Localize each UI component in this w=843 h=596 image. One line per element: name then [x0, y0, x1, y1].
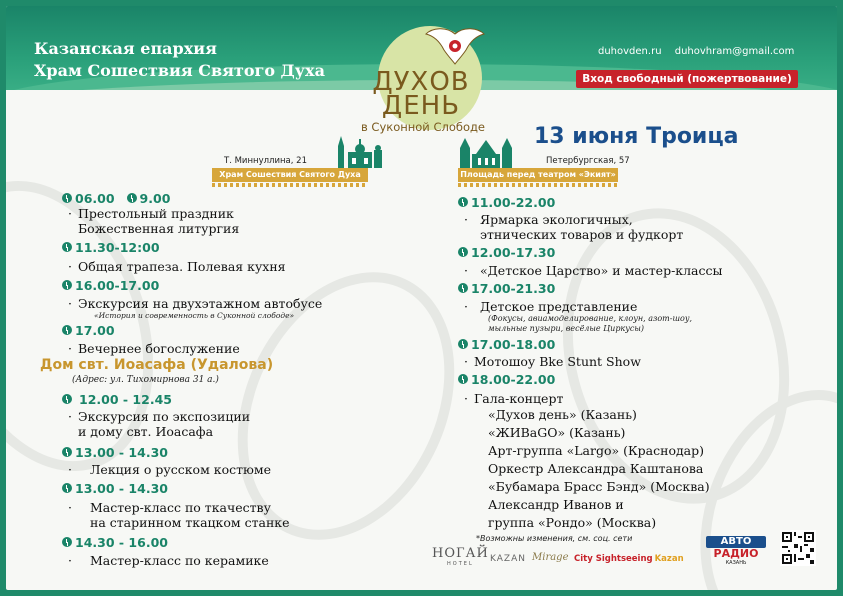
website-link[interactable]: duhovden.ru: [598, 46, 662, 57]
event-line: · Вечернее богослужение: [68, 341, 240, 356]
time-label: 12.00-17.30: [471, 244, 556, 260]
email-link[interactable]: duhovhram@gmail.com: [674, 46, 795, 57]
event-line: на старинном ткацком станке: [90, 515, 290, 530]
organizer: [34, 38, 325, 82]
clock-icon: [458, 197, 468, 207]
clock-icon: [62, 537, 72, 547]
event-note: мыльные пузыри, весёлые Циркусы): [488, 324, 644, 333]
right-schedule: [458, 194, 788, 532]
event-note: (Фокусы, авиамоделирование, клоун, азот-шоу,: [488, 314, 693, 323]
clock-icon: [458, 339, 468, 349]
clock-icon: [458, 374, 468, 384]
event-line: · Экскурсия по экспозиции: [68, 409, 251, 424]
logo-title: [346, 67, 496, 121]
right-location-banner: Площадь перед театром «Экият»: [458, 168, 618, 182]
venue-address: (Адрес: ул. Тихомирнова 31 а.): [72, 375, 219, 385]
time-slot: [458, 244, 788, 260]
clock-icon: [62, 447, 72, 457]
performer: Арт-группа «Largo» (Краснодар): [488, 443, 705, 458]
time-slot: [62, 480, 362, 496]
time-slot: [458, 194, 788, 210]
event-date: 13 июня Троица: [534, 124, 739, 149]
event-note: «История и современность в Суконной слободе»: [94, 311, 295, 320]
performer: «Бубамара Брасс Бэнд» (Москва): [488, 479, 710, 494]
time-slot: [458, 336, 788, 352]
time-label: 17.00-21.30: [471, 280, 556, 296]
sponsor-avtoradio-logo: АВТО РАДИО КАЗАНЬ: [706, 536, 766, 566]
clock-icon: [62, 280, 72, 290]
clock-icon: [62, 325, 72, 335]
time-slot: [62, 322, 362, 338]
logo-subtitle: в Суконной Слободе: [360, 120, 486, 134]
footnote: *Возможны изменения, см. соц. сети: [476, 534, 633, 543]
performer: Александр Иванов и: [488, 497, 624, 512]
clock-icon: [458, 247, 468, 257]
venue-title: Дом свт. Иоасафа (Удалова): [40, 357, 274, 373]
time-slot: [62, 239, 362, 255]
performer: Оркестр Александра Каштанова: [488, 461, 704, 476]
event-line: · Экскурсия на двухэтажном автобусе: [68, 296, 323, 311]
theater-icon: [458, 136, 514, 170]
logo-title-line-1: ДУХОВ: [372, 67, 470, 97]
logo-title-line-2: ДЕНЬ: [381, 91, 461, 121]
org-line-2: Храм Сошествия Святого Духа: [34, 61, 325, 80]
time-slot: [62, 534, 362, 550]
performer: группа «Рондо» (Москва): [488, 515, 657, 530]
event-line: и дому свт. Иоасафа: [78, 424, 214, 439]
event-line: · «Детское Царство» и мастер-классы: [464, 263, 723, 278]
time-slot: [62, 391, 362, 407]
event-line: · Общая трапеза. Полевая кухня: [68, 259, 286, 274]
performer: «Духов день» (Казань): [488, 407, 637, 422]
dove-icon: [424, 26, 486, 66]
performer: «ЖИВаGO» (Казань): [488, 425, 626, 440]
left-address: Т. Миннуллина, 21: [224, 156, 307, 166]
time-label: 06.00: [75, 190, 115, 206]
time-slot: [62, 190, 362, 206]
left-location-banner: Храм Сошествия Святого Духа: [212, 168, 368, 182]
time-label: 11.00-22.00: [471, 194, 556, 210]
event-line: · Престольный праздник: [68, 206, 234, 221]
time-label: 14.30 - 16.00: [75, 534, 168, 550]
event-line: · Лекция о русском костюме: [68, 462, 272, 477]
sponsor-kazan-logo: KAZAN: [490, 554, 526, 564]
event-line: · Ярмарка экологичных,: [464, 212, 633, 227]
entry-banner: Вход свободный (пожертвование): [576, 70, 798, 88]
event-line: · Мотошоу Bke Stunt Show: [464, 354, 641, 369]
clock-icon: [62, 242, 72, 252]
time-label: 17.00: [75, 322, 115, 338]
clock-icon: [458, 283, 468, 293]
poster: [6, 6, 837, 590]
qr-code-icon[interactable]: [780, 530, 816, 566]
event-line: этнических товаров и фудкорт: [480, 227, 684, 242]
event-line: · Мастер-класс по керамике: [68, 553, 269, 568]
time-slot: [458, 371, 788, 387]
time-slot: [62, 444, 362, 460]
sponsor-nogai-logo: НОГАЙ HOTEL: [432, 546, 489, 567]
time-slot: [458, 280, 788, 296]
right-address: Петербургская, 57: [546, 156, 630, 166]
time-slot: [62, 277, 362, 293]
clock-icon: [62, 193, 72, 203]
event-line: · Мастер-класс по ткачеству: [68, 500, 271, 515]
event-line: Божественная литургия: [78, 221, 240, 236]
left-schedule: [40, 190, 362, 568]
time-label: 11.30-12:00: [75, 239, 160, 255]
event-line: · Детское представление: [464, 299, 638, 314]
contacts: [598, 46, 802, 57]
time-label: 13.00 - 14.30: [75, 444, 168, 460]
event-line: · Гала-концерт: [464, 391, 564, 406]
time-label: 17.00-18.00: [471, 336, 556, 352]
time-label: 13.00 - 14.30: [75, 480, 168, 496]
time-label: 9.00: [139, 190, 171, 206]
time-label: 12.00 - 12.45: [79, 391, 172, 407]
time-label: 18.00-22.00: [471, 371, 556, 387]
sponsor-mirage-logo: Mirage: [532, 552, 569, 563]
church-icon: [334, 136, 386, 170]
clock-icon: [62, 483, 72, 493]
org-line-1: Казанская епархия: [34, 39, 217, 58]
clock-icon: [127, 193, 137, 203]
sponsor-city-sightseeing-logo: City Sightseeing Kazan: [574, 554, 684, 564]
clock-icon: [62, 394, 72, 404]
time-label: 16.00-17.00: [75, 277, 160, 293]
